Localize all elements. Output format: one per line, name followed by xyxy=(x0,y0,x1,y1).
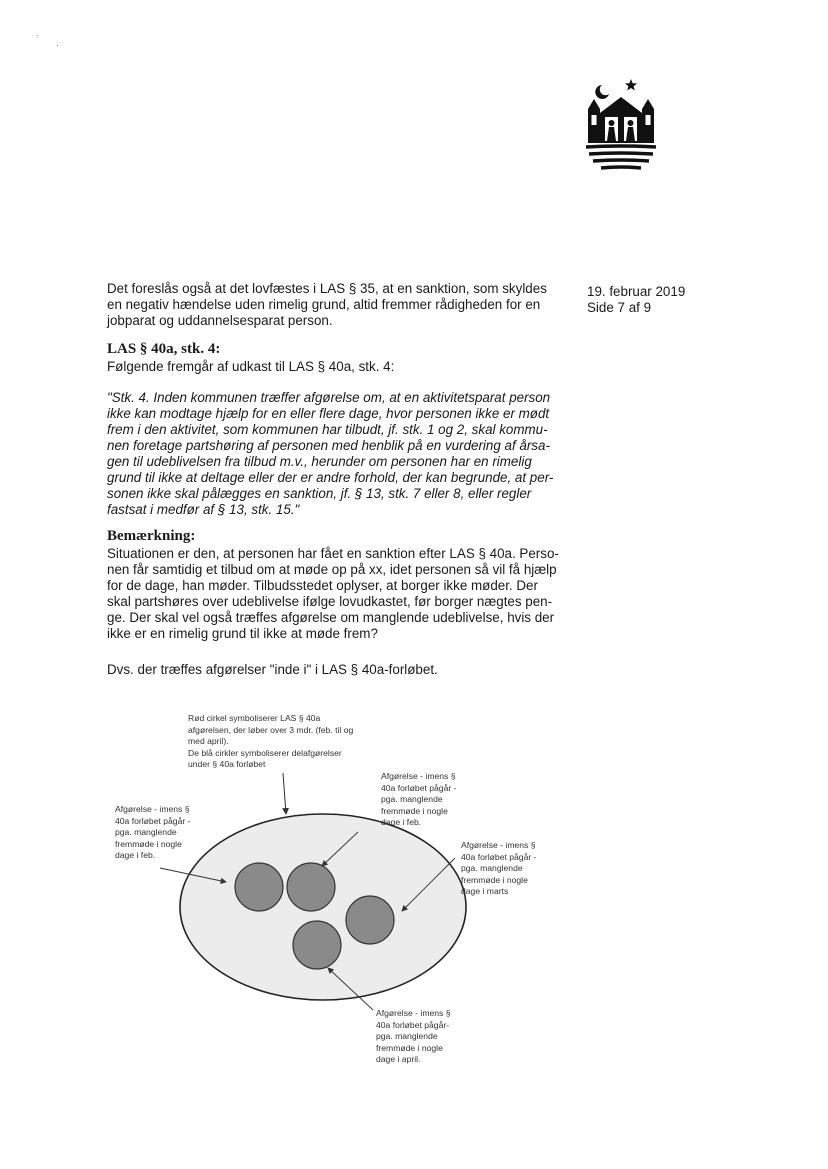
remark-heading: Bemærkning: xyxy=(107,528,196,544)
diagram-label-middle xyxy=(381,771,481,829)
label-line: Afgørelse - imens § xyxy=(461,840,536,850)
label-line: 40a forløbet pågår - xyxy=(461,851,537,862)
label-line: 40a forløbet pågår - xyxy=(115,815,191,826)
label-line: 40a forløbet pågår - xyxy=(381,782,457,793)
quote-line: sonen ikke skal pålægges en sanktion, jf. § 13, stk. 7 eller 8, eller regler xyxy=(107,486,532,501)
label-line: Rød cirkel symboliserer LAS § 40a xyxy=(188,713,321,723)
inner-circle-feb-2 xyxy=(287,863,335,911)
label-line: med april). xyxy=(188,736,229,746)
text-line: ge. Der skal vel også træffes afgørelse om manglende udeblivelse, hvis der xyxy=(107,610,555,625)
label-line: dage i april. xyxy=(376,1054,421,1064)
section-lead: Følgende fremgår af udkast til LAS § 40a, stk. 4: xyxy=(107,359,395,374)
label-line: afgørelsen, der løber over 3 mdr. (feb. til og xyxy=(188,724,354,735)
label-line: dage i feb. xyxy=(115,850,156,860)
quote-line: "Stk. 4. Inden kommunen træffer afgørelse om, at en aktivitetsparat person xyxy=(107,390,551,405)
inner-circle-feb-1 xyxy=(235,863,283,911)
quote-line: gen til udeblivelsen fra tilbud m.v., herunder om personen har en rimelig xyxy=(107,454,532,469)
text-line: for de dage, han møder. Tilbudsstedet oplyser, at borger ikke møder. Der xyxy=(107,578,538,593)
text-line: Situationen er den, at personen har fået en sanktion efter LAS § 40a. Perso- xyxy=(107,546,559,561)
label-line: fremmøde i nogle xyxy=(461,874,528,885)
label-line: pga. manglende xyxy=(461,863,523,873)
text-line: nen får samtidig et tilbud om at møde op på xx, idet personen så vil få hjælp xyxy=(107,562,557,577)
scan-speck: · xyxy=(56,40,59,50)
label-line: De blå cirkler symboliserer delafgørelser xyxy=(188,747,342,758)
label-line: 40a forløbet pågår- xyxy=(376,1019,450,1030)
quote-line: ikke kan modtage hjælp for en eller flere dage, hvor personen ikke er mødt xyxy=(107,406,550,421)
text-line: skal partshøres over udeblivelse ifølge lovudkastet, før borger nægtes pen- xyxy=(107,594,553,609)
label-line: fremmøde i nogle xyxy=(115,838,182,849)
section-heading: LAS § 40a, stk. 4: xyxy=(107,341,221,357)
label-line: fremmøde i nogle xyxy=(376,1042,443,1053)
diagram-label-left xyxy=(115,804,215,862)
text-line: Det foreslås også at det lovfæstes i LAS § 35, at en sanktion, som skyldes xyxy=(107,281,547,296)
diagram-top-label xyxy=(188,713,388,771)
label-line: fremmøde i nogle xyxy=(381,805,448,816)
label-line: Afgørelse - imens § xyxy=(115,804,190,814)
diagram-label-right xyxy=(461,840,561,898)
quote-line: frem i den aktivitet, som kommunen har tilbudt, jf. stk. 1 og 2, skal kommu- xyxy=(107,422,548,437)
arrow-top xyxy=(283,773,286,814)
inner-circle-april xyxy=(293,921,341,969)
document-date: 19. februar 2019 xyxy=(587,284,686,299)
label-line: Afgørelse - imens § xyxy=(376,1008,451,1018)
conclusion-line: Dvs. der træffes afgørelser "inde i" i LAS § 40a-forløbet. xyxy=(107,662,438,677)
quote-line: fastsat i medfør af § 13, stk. 15." xyxy=(107,502,300,517)
quote-line: grund til ikke at deltage eller der er andre forhold, der kan begrunde, at per- xyxy=(107,470,554,485)
label-line: Afgørelse - imens § xyxy=(381,771,456,781)
label-line: dage i marts xyxy=(461,886,509,896)
text-line: jobparat og uddannelsesparat person. xyxy=(107,313,333,328)
label-line: pga. manglende xyxy=(115,827,177,837)
label-line: pga. manglende xyxy=(376,1031,438,1041)
page-number: Side 7 af 9 xyxy=(587,300,652,315)
label-line: under § 40a forløbet xyxy=(188,759,266,769)
quote-line: nen foretage partshøring af personen med henblik på en vurdering af årsa- xyxy=(107,438,550,453)
text-line: ikke er en rimelig grund til ikke at møde frem? xyxy=(107,626,378,641)
diagram-label-bottom xyxy=(376,1008,476,1066)
label-line: dage i feb. xyxy=(381,817,422,827)
text-line: en negativ hændelse uden rimelig grund, altid fremmer rådigheden for en xyxy=(107,297,541,312)
inner-circle-march xyxy=(346,896,394,944)
scan-speck: · xyxy=(36,30,39,40)
label-line: pga. manglende xyxy=(381,794,443,804)
